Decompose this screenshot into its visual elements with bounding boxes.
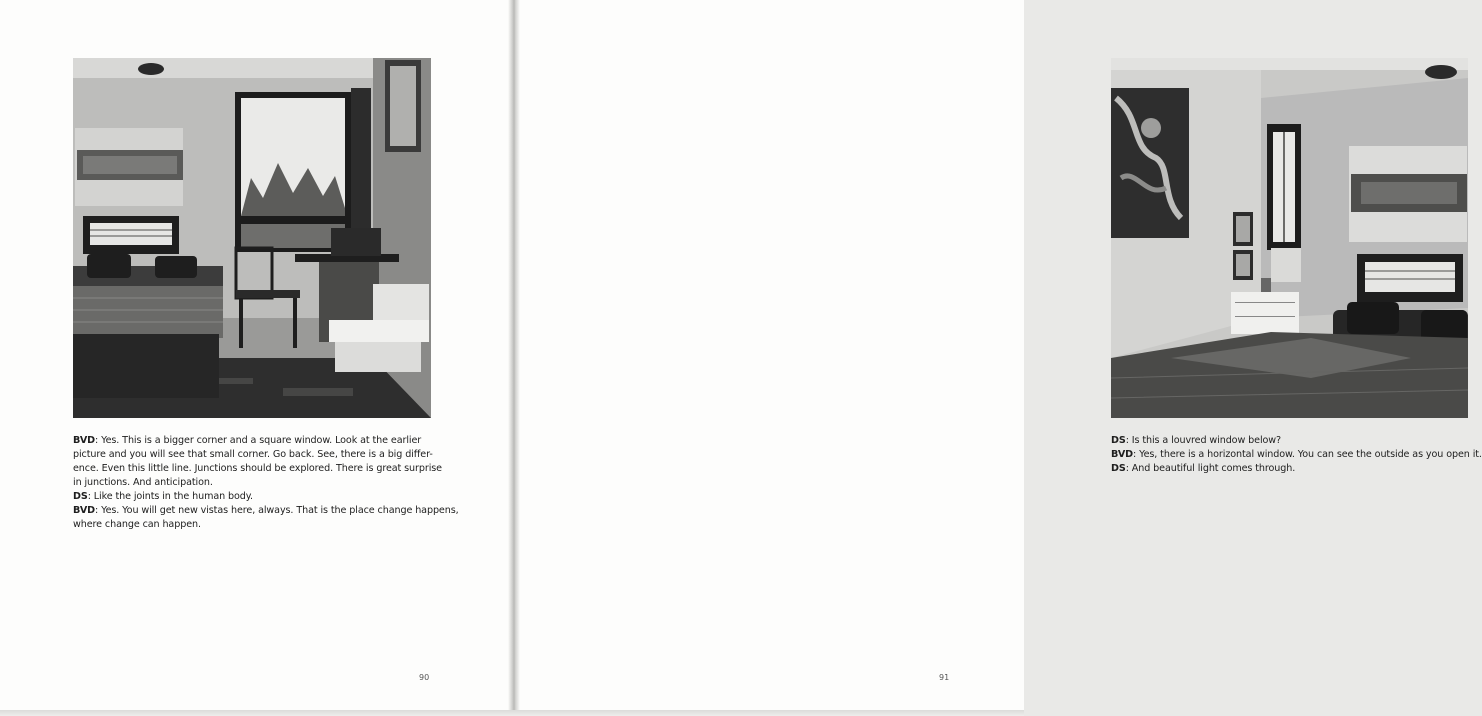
line-text: : Is this a louvred window below? xyxy=(1125,435,1282,446)
line-text: in junctions. And anticipation. xyxy=(73,477,213,488)
dialogue-line xyxy=(73,504,459,518)
speaker: BVD xyxy=(1111,449,1134,460)
book-gutter xyxy=(508,0,520,716)
dialogue-line xyxy=(73,518,435,532)
speaker: DS xyxy=(1111,435,1126,446)
dialogue-line xyxy=(73,448,435,462)
left-page xyxy=(0,0,510,712)
page-number: 91 xyxy=(939,673,950,682)
line-text: : And beautiful light comes through. xyxy=(1125,463,1296,474)
dialogue-line xyxy=(73,462,442,476)
line-text: picture and you will see that small corner. Go back. See, there is a big differ- xyxy=(73,449,433,460)
bedroom-window-photo xyxy=(1111,58,1468,418)
speaker: DS xyxy=(73,491,88,502)
dialogue-line xyxy=(73,434,435,448)
line-text: : Like the joints in the human body. xyxy=(87,491,253,502)
dialogue-line xyxy=(73,490,435,504)
speaker: BVD xyxy=(73,505,96,516)
right-page xyxy=(518,0,1482,712)
line-text: where change can happen. xyxy=(73,519,201,530)
dialogue-line xyxy=(1111,462,1473,476)
page-edge-shadow xyxy=(0,710,1024,716)
line-text: : Yes. This is a bigger corner and a square window. Look at the earlier xyxy=(95,435,422,446)
speaker: DS xyxy=(1111,463,1126,474)
dialogue-line xyxy=(73,476,435,490)
speaker: BVD xyxy=(73,435,96,446)
page-number: 90 xyxy=(419,673,430,682)
left-dialogue xyxy=(73,434,459,532)
bedroom-corner-photo xyxy=(73,58,431,418)
dialogue-line xyxy=(1111,448,1482,462)
dialogue-line xyxy=(1111,434,1473,448)
line-text: : Yes. You will get new vistas here, always. That is the place change happens, xyxy=(95,505,459,516)
line-text: ence. Even this little line. Junctions should be explored. There is great surprise xyxy=(73,463,442,474)
right-dialogue xyxy=(1111,434,1482,476)
line-text: : Yes, there is a horizontal window. You can see the outside as you open it. xyxy=(1133,449,1482,460)
